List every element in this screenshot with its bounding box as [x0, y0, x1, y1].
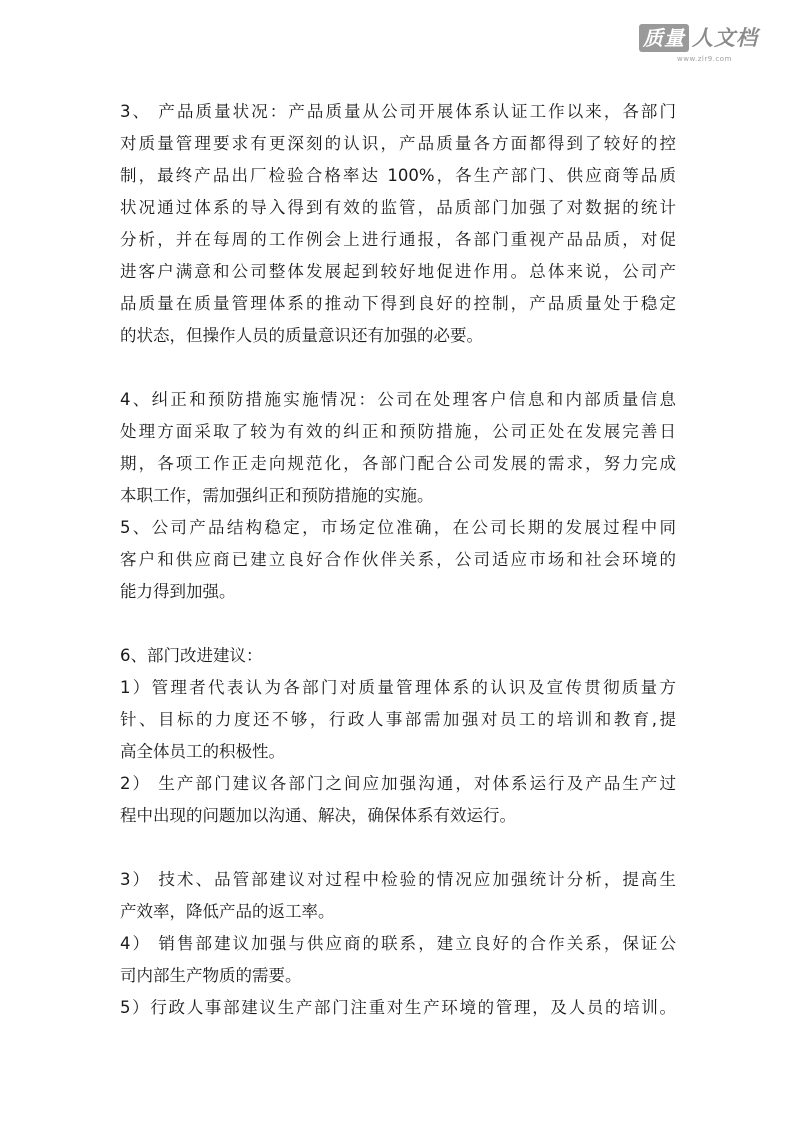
- text-line: 本职工作，需加强纠正和预防措施的实施。: [120, 486, 434, 505]
- text-line: 期，各项工作正走向规范化，各部门配合公司发展的需求，努力完成: [120, 454, 676, 473]
- paragraph: [120, 864, 676, 928]
- text-line: 高全体员工的积极性。: [120, 742, 285, 761]
- watermark-brand-tail: 人文档: [692, 26, 758, 50]
- paragraph: [120, 768, 676, 832]
- paragraph-spacer: [120, 608, 676, 640]
- text-line: 1）管理者代表认为各部门对质量管理体系的认识及宣传贯彻质量方: [120, 678, 676, 697]
- paragraph-spacer: [120, 352, 676, 384]
- watermark-logo: [639, 22, 779, 70]
- document-body: [120, 96, 676, 1024]
- text-line: 产效率，降低产品的返工率。: [120, 902, 335, 921]
- text-line: 针、目标的力度还不够，行政人事部需加强对员工的培训和教育,提: [120, 710, 676, 729]
- watermark-brand-box: 质量: [639, 24, 689, 52]
- paragraph: [120, 672, 676, 768]
- text-line: 司内部生产物质的需要。: [120, 966, 302, 985]
- paragraph: [120, 640, 676, 672]
- text-line: 6、部门改进建议：: [120, 646, 263, 665]
- paragraph: [120, 96, 676, 352]
- text-line: 5）行政人事部建议生产部门注重对生产环境的管理，及人员的培训。: [120, 998, 676, 1017]
- text-line: 3、 产品质量状况：产品质量从公司开展体系认证工作以来，各部门: [120, 102, 676, 121]
- text-line: 进客户满意和公司整体发展起到较好地促进作用。总体来说，公司产: [120, 262, 676, 281]
- text-line: 品质量在质量管理体系的推动下得到良好的控制，产品质量处于稳定: [120, 294, 676, 313]
- paragraph-spacer: [120, 832, 676, 864]
- text-line: 5、公司产品结构稳定，市场定位准确，在公司长期的发展过程中同: [120, 518, 676, 537]
- text-line: 4、纠正和预防措施实施情况：公司在处理客户信息和内部质量信息: [120, 390, 676, 409]
- text-line: 的状态，但操作人员的质量意识还有加强的必要。: [120, 326, 483, 345]
- paragraph: [120, 992, 676, 1024]
- paragraph: [120, 928, 676, 992]
- text-line: 状况通过体系的导入得到有效的监管，品质部门加强了对数据的统计: [120, 198, 676, 217]
- text-line: 4） 销售部建议加强与供应商的联系，建立良好的合作关系，保证公: [120, 934, 676, 953]
- text-line: 能力得到加强。: [120, 582, 236, 601]
- text-line: 对质量管理要求有更深刻的认识，产品质量各方面都得到了较好的控: [120, 134, 676, 153]
- text-line: 3） 技术、品管部建议对过程中检验的情况应加强统计分析，提高生: [120, 870, 676, 889]
- text-line: 客户和供应商已建立良好合作伙伴关系，公司适应市场和社会环境的: [120, 550, 676, 569]
- watermark-brand: [639, 22, 779, 54]
- text-line: 分析，并在每周的工作例会上进行通报，各部门重视产品品质，对促: [120, 230, 676, 249]
- paragraph: [120, 384, 676, 512]
- text-line: 制，最终产品出厂检验合格率达 100%，各生产部门、供应商等品质: [120, 166, 676, 185]
- paragraph: [120, 512, 676, 608]
- text-line: 处理方面采取了较为有效的纠正和预防措施，公司正处在发展完善日: [120, 422, 676, 441]
- watermark-url: www.zlr9.com: [677, 55, 732, 63]
- text-line: 程中出现的问题加以沟通、解决，确保体系有效运行。: [120, 806, 516, 825]
- text-line: 2） 生产部门建议各部门之间应加强沟通，对体系运行及产品生产过: [120, 774, 676, 793]
